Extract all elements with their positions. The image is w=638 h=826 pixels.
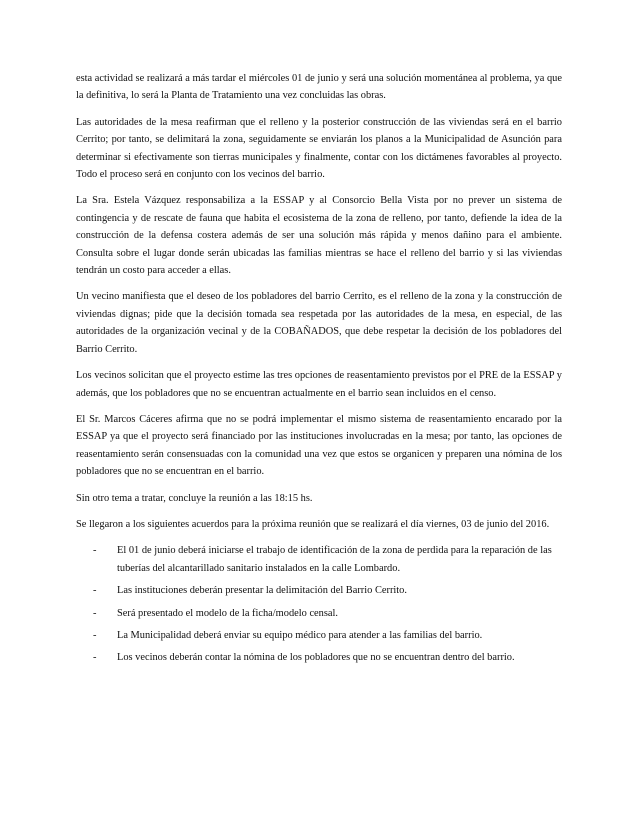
agreement-text: Será presentado el modelo de la ficha/modelo censal. (117, 607, 339, 619)
agreement-item (76, 605, 562, 622)
agreement-item (76, 582, 562, 599)
agreements-list (76, 542, 562, 666)
paragraph-neighbors-request: Los vecinos solicitan que el proyecto estime las tres opciones de reasentamiento previstos por el PRE de la ESSAP y además, que los pobladores que no se encuentran actualmente en el barrio sean incluidos en el censo. (76, 370, 562, 399)
agreement-item (76, 649, 562, 666)
paragraph-trenching-plan: esta actividad se realizará a más tardar el miércoles 01 de junio y será una solución momentánea al problema, ya que la definitiva, lo será la Planta de Tratamiento una vez concluidas las obras. (76, 73, 562, 102)
agreement-item (76, 627, 562, 644)
bullet-dash: - (93, 545, 97, 557)
paragraph-neighbor-statement: Un vecino manifiesta que el deseo de los pobladores del barrio Cerrito, es el relleno de la zona y la construcción de viviendas dignas; pide que la decisión tomada sea respetada por las autoridades de la mesa, en especial, de las autoridades de la organización vecinal y de la COBAÑADOS, que debe respetar la decisión de los pobladores del Barrio Cerrito. (76, 291, 562, 355)
paragraph-authorities-reaffirm: Las autoridades de la mesa reafirman que el relleno y la posterior construcción de las viviendas será en el barrio Cerrito; por tanto, se delimitará la zona, seguidamente se enviarán los planos a la Municipalidad de Asunción para determinar si efectivamente son tierras municipales y finalmente, contar con los dictámenes favorables al proyecto. Todo el proceso será en conjunto con los vecinos del barrio. (76, 116, 562, 181)
bullet-dash: - (93, 629, 97, 641)
agreement-text: El 01 de junio deberá iniciarse el trabajo de identificación de la zona de perdida para la reparación de las tuberías del alcantarillado sanitario instalados en la calle Lombardo. (117, 545, 552, 574)
paragraph-estela-vazquez: La Sra. Estela Vázquez responsabiliza a la ESSAP y al Consorcio Bella Vista por no prever un sistema de contingencia y de rescate de fauna que habita el ecosistema de la zona de relleno, por tanto, defiende la idea de la construcción de la defensa costera además de ser una solución más rápida y menos dañino para el ambiente. Consulta sobre el lugar donde serán ubicadas las familias mientras se hace el relleno del barrio y si las viviendas tendrán un costo para acceder a ellas. (76, 195, 562, 277)
agreement-text: Las instituciones deberán presentar la delimitación del Barrio Cerrito. (117, 585, 407, 597)
paragraph-agreements-intro: Se llegaron a los siguientes acuerdos para la próxima reunión que se realizará el día viernes, 03 de junio del 2016. (76, 518, 550, 530)
paragraph-meeting-close: Sin otro tema a tratar, concluye la reunión a las 18:15 hs. (76, 492, 313, 504)
agreement-text: La Municipalidad deberá enviar su equipo médico para atender a las familias del barrio. (117, 629, 483, 641)
bullet-dash: - (93, 585, 97, 597)
bullet-dash: - (93, 652, 97, 664)
agreement-text: Los vecinos deberán contar la nómina de los pobladores que no se encuentran dentro del barrio. (117, 652, 515, 664)
bullet-dash: - (93, 607, 97, 619)
paragraph-marcos-caceres: El Sr. Marcos Cáceres afirma que no se podrá implementar el mismo sistema de reasentamiento encarado por la ESSAP ya que el proyecto será financiado por las instituciones involucradas en la mesa; por tanto, las opciones de reasentamiento serán consensuadas con la comunidad una vez que estos se organicen y preparen una nómina de los pobladores que no se encuentran en el barrio. (76, 413, 562, 478)
agreement-item (76, 542, 562, 577)
